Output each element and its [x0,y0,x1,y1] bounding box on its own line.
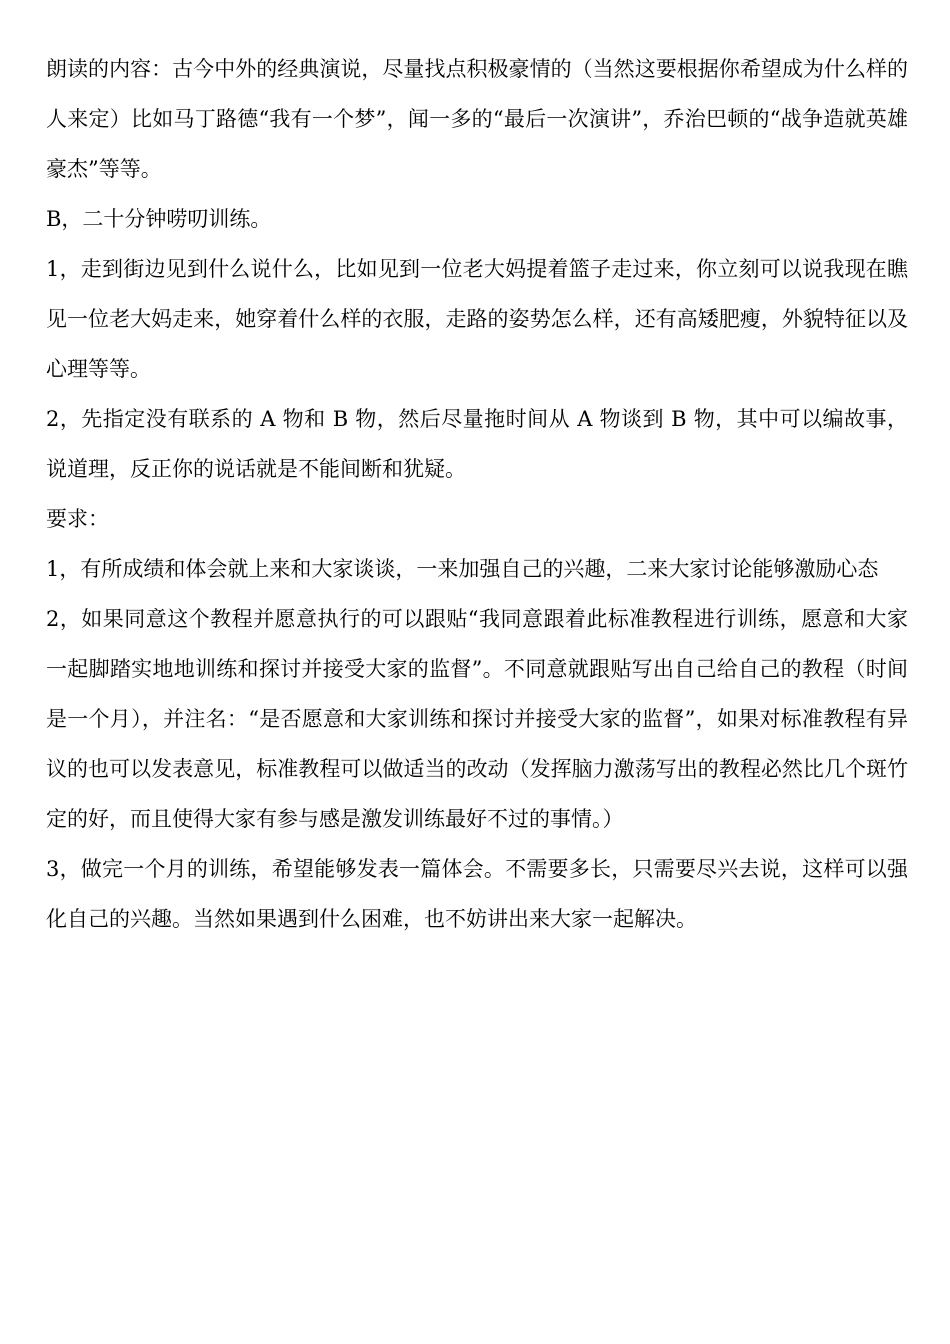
document-body [46,44,908,944]
paragraph-b-item-1: 1，走到街边见到什么说什么，比如见到一位老大妈提着篮子走过来，你立刻可以说我现在瞧见一位老大妈走来，她穿着什么样的衣服，走路的姿势怎么样，还有高矮肥瘦，外貌特征以及心理等等。 [46,257,908,381]
paragraph-requirement-2: 2，如果同意这个教程并愿意执行的可以跟贴“我同意跟着此标准教程进行训练，愿意和大家一起脚踏实地地训练和探讨并接受大家的监督”。不同意就跟贴写出自己给自己的教程（时间是一个月），并注名：“是否愿意和大家训练和探讨并接受大家的监督”，如果对标准教程有异议的也可以发表意见，标准教程可以做适当的改动（发挥脑力激荡写出的教程必然比几个斑竹定的好，而且使得大家有参与感是激发训练最好不过的事情。） [46,607,908,831]
paragraph-b-item-2: 2，先指定没有联系的 A 物和 B 物，然后尽量拖时间从 A 物谈到 B 物，其中可以编故事，说道理，反正你的说话就是不能间断和犹疑。 [46,407,908,481]
paragraph-requirements-heading: 要求： [46,507,109,531]
paragraph-requirement-1: 1，有所成绩和体会就上来和大家谈谈，一来加强自己的兴趣，二来大家讨论能够激励心态 [46,557,879,581]
paragraph-section-b-heading: B，二十分钟唠叨训练。 [46,207,272,231]
paragraph-reading-content: 朗读的内容：古今中外的经典演说，尽量找点积极豪情的（当然这要根据你希望成为什么样的人来定）比如马丁路德“我有一个梦”，闻一多的“最后一次演讲”，乔治巴顿的“战争造就英雄豪杰”等等。 [46,57,908,181]
paragraph-requirement-3: 3，做完一个月的训练，希望能够发表一篇体会。不需要多长，只需要尽兴去说，这样可以强化自己的兴趣。当然如果遇到什么困难，也不妨讲出来大家一起解决。 [46,857,908,931]
